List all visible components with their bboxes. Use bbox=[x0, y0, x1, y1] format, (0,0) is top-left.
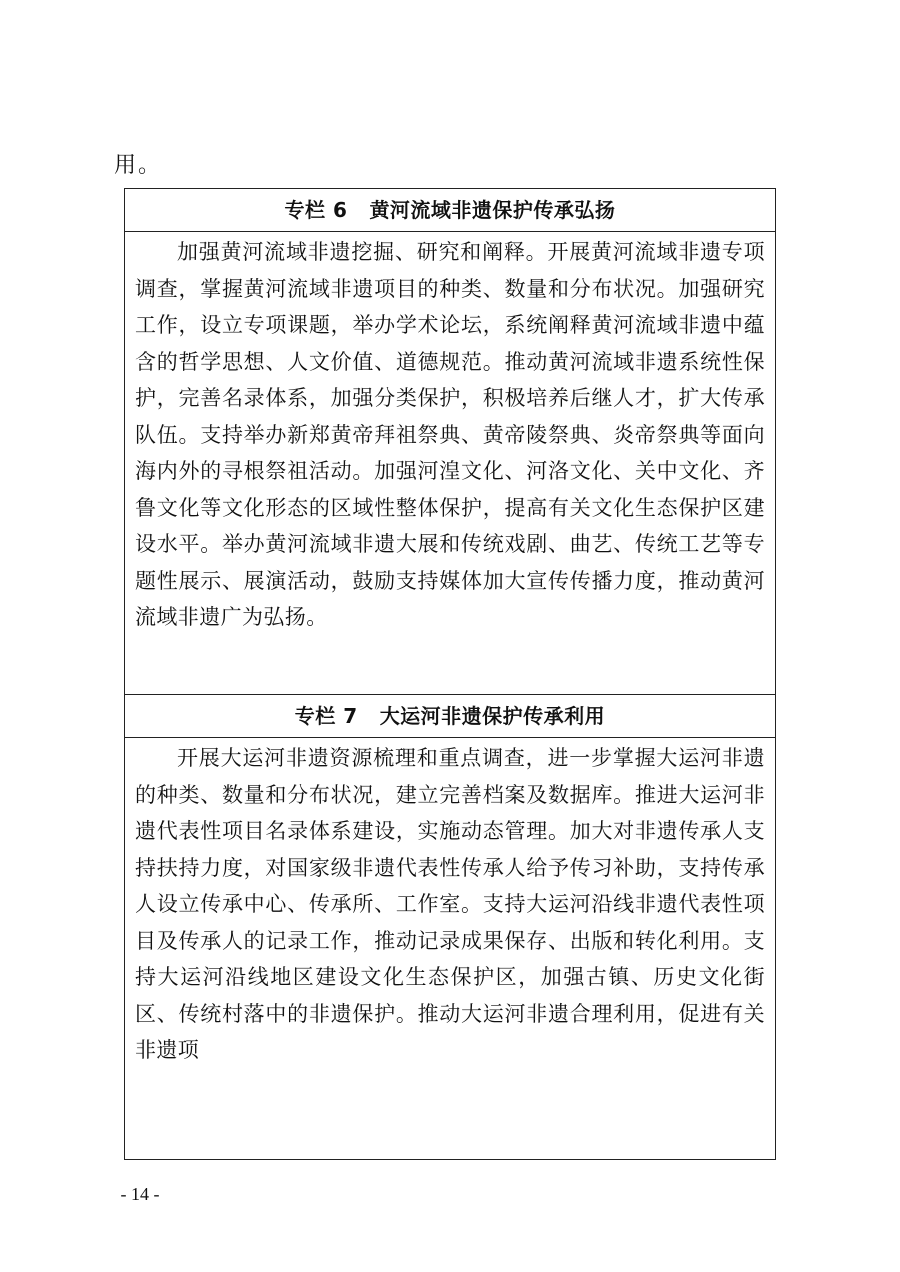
column-7-body: 开展大运河非遗资源梳理和重点调查，进一步掌握大运河非遗的种类、数量和分布状况，建立完善档案及数据库。推进大运河非遗代表性项目名录体系建设，实施动态管理。加大对非遗传承人支持扶持力度，对国家级非遗代表性传承人给予传习补助，支持传承人设立传承中心、传承所、工作室。支持大运河沿线非遗代表性项目及传承人的记录工作，推动记录成果保存、出版和转化利用。支持大运河沿线地区建设文化生态保护区，加强古镇、历史文化街区、传统村落中的非遗保护。推动大运河非遗合理利用，促进有关非遗项 bbox=[135, 746, 765, 1062]
column-6-body: 加强黄河流域非遗挖掘、研究和阐释。开展黄河流域非遗专项调查，掌握黄河流域非遗项目的种类、数量和分布状况。加强研究工作，设立专项课题，举办学术论坛，系统阐释黄河流域非遗中蕴含的哲学思想、人文价值、道德规范。推动黄河流域非遗系统性保护，完善名录体系，加强分类保护，积极培养后继人才，扩大传承队伍。支持举办新郑黄帝拜祖祭典、黄帝陵祭典、炎帝祭典等面向海内外的寻根祭祖活动。加强河湟文化、河洛文化、关中文化、齐鲁文化等文化形态的区域性整体保护，提高有关文化生态保护区建设水平。举办黄河流域非遗大展和传统戏剧、曲艺、传统工艺等专题性展示、展演活动，鼓励支持媒体加大宣传传播力度，推动黄河流域非遗广为弘扬。 bbox=[135, 240, 765, 629]
column-6-heading bbox=[125, 189, 775, 232]
column-7-number: 专栏 7 bbox=[294, 704, 358, 728]
column-6-title: 黄河流域非遗保护传承弘扬 bbox=[369, 198, 616, 222]
column-box bbox=[124, 188, 776, 1160]
column-7-heading bbox=[125, 694, 775, 738]
column-7-title: 大运河非遗保护传承利用 bbox=[379, 704, 606, 728]
page-number: - 14 - bbox=[120, 1184, 160, 1204]
lead-text: 用。 bbox=[114, 153, 163, 178]
column-6-number: 专栏 6 bbox=[284, 198, 348, 222]
